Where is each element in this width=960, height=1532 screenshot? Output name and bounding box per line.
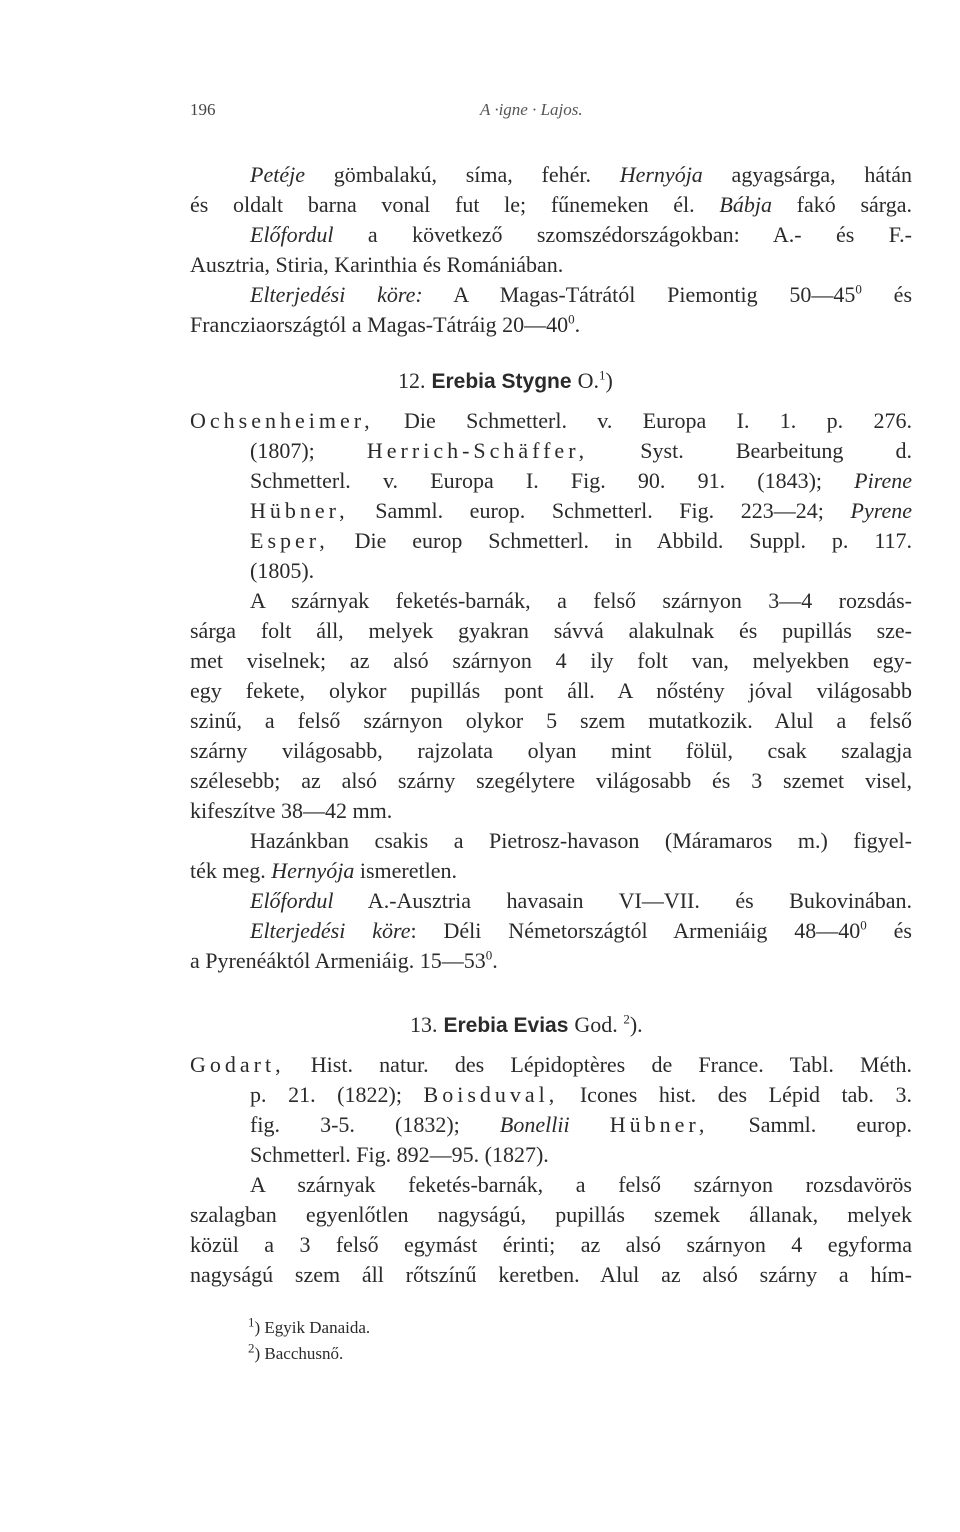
reference-line: fig. 3-5. (1832); Bonellii Hübner, Samml. europ. <box>250 1112 913 1137</box>
distribution-line: Elterjedési köre: Déli Németországtól Armeniáig $48—40^0$ és <box>250 917 912 943</box>
description-line: szárny világosabb, rajzolata olyan mint fölül, csak szalagja <box>190 738 912 763</box>
reference-line: (1805). <box>250 558 315 583</box>
footnote-2: $^2$) Bacchusnő. <box>248 1340 344 1363</box>
description-line: A szárnyak feketés-barnák, a felső szárnyon 3—4 rozsdás- <box>250 588 912 613</box>
description-line: met viselnek; az alsó szárnyon 4 ily folt van, melyekben egy- <box>190 648 912 673</box>
reference-line: Schmetterl. v. Europa I. Fig. 90. 91. (1843); Pirene <box>250 468 912 493</box>
text-line: Petéje gömbalakú, síma, fehér. Hernyója agyagsárga, hátán <box>250 162 912 187</box>
description-line: kifeszítve 38—42 mm. <box>190 798 393 823</box>
page-number: 196 <box>190 100 216 119</box>
page-header <box>190 100 912 130</box>
description-line: egy fekete, olykor pupillás pont áll. A nőstény jóval világosabb <box>190 678 912 703</box>
occurrence-line: Előfordul A.-Ausztria havasain VI—VII. és Bukovinában. <box>250 888 912 913</box>
description-line: A szárnyak feketés-barnák, a felső szárnyon rozsdavörös <box>250 1172 912 1197</box>
reference-line: Ochsenheimer, Die Schmetterl. v. Europa I. 1. p. 276. <box>190 408 912 433</box>
running-head: A ·igne · Lajos. <box>480 100 583 119</box>
text-line: és oldalt barna vonal fut le; fűnemeken él. Bábja fakó sárga. <box>190 192 912 217</box>
text-line: Francziaországtól a Magas-Tátráig $20—40^0$. <box>190 311 581 337</box>
text-line: Ausztria, Stiria, Karinthia és Romániában. <box>190 252 564 277</box>
species-heading-13: 13. Erebia Evias God. $^2$). <box>410 1011 643 1037</box>
reference-line: Godart, Hist. natur. des Lépidoptères de France. Tabl. Méth. <box>190 1052 912 1077</box>
species-heading-12: 12. Erebia Stygne O.$^1$) <box>398 367 613 393</box>
description-line: szélesebb; az alsó szárny szegélytere világosabb és 3 szemet visel, <box>190 768 912 793</box>
description-line: sárga folt áll, melyek gyakran sávvá alakulnak és pupillás sze- <box>190 618 912 643</box>
reference-line: p. 21. (1822); Boisduval, Icones hist. des Lépid tab. 3. <box>250 1082 912 1107</box>
distribution-line: a Pyrenéáktól Armeniáig. $15—53^0$. <box>190 947 498 973</box>
reference-line: (1807); Herrich-Schäffer, Syst. Bearbeitung d. <box>250 438 912 463</box>
description-line: nagyságú szem áll rőtszínű keretben. Alul az alsó szárny a hím- <box>190 1262 912 1287</box>
reference-line: Schmetterl. Fig. 892—95. (1827). <box>250 1142 549 1167</box>
description-line: közül a 3 felső egymást érinti; az alsó szárnyon 4 egyforma <box>190 1232 912 1257</box>
text-line: Elterjedési köre: A Magas-Tátrától Piemontig $50—45^0$ és <box>250 281 913 307</box>
reference-line: Hübner, Samml. europ. Schmetterl. Fig. 223—24; Pyrene <box>250 498 912 523</box>
description-line: szinű, a felső szárnyon olykor 5 szem mutatkozik. Alul a felső <box>190 708 912 733</box>
description-line: szalagban egyenlőtlen nagyságú, pupillás szemek állanak, melyek <box>190 1202 912 1227</box>
footnote-1: $^1$) Egyik Danaida. <box>248 1314 371 1337</box>
text-line: Előfordul a következő szomszédországokban: A.- és F.- <box>250 222 912 247</box>
habitat-line: ték meg. Hernyója ismeretlen. <box>190 858 457 883</box>
habitat-line: Hazánkban csakis a Pietrosz-havason (Máramaros m.) figyel- <box>250 828 912 853</box>
reference-line: Esper, Die europ Schmetterl. in Abbild. Suppl. p. 117. <box>250 528 912 553</box>
